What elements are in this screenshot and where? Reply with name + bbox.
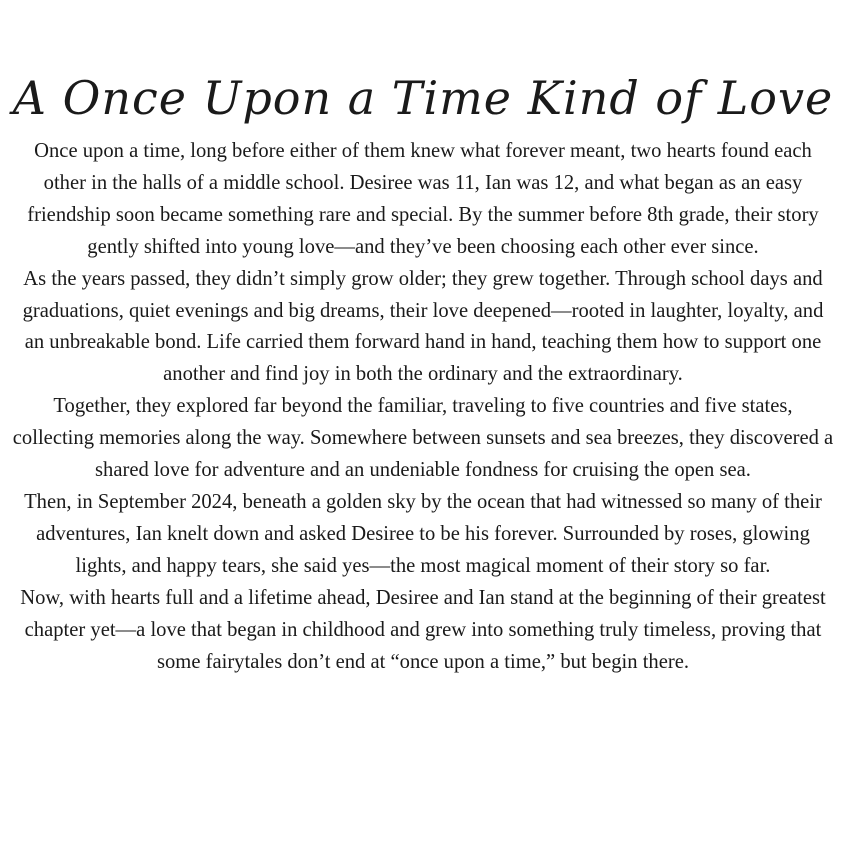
story-paragraph-5: Now, with hearts full and a lifetime ahead, Desiree and Ian stand at the beginning of their greatest chapter yet—a love that began in childhood and grew into something truly timeless, proving that some fairytales don’t end at “once upon a time,” but begin there.	[20, 586, 826, 673]
story-paragraph-4: Then, in September 2024, beneath a golden sky by the ocean that had witnessed so many of their adventures, Ian knelt down and asked Desiree to be his forever. Surrounded by roses, glowing lights, and happy tears, she said yes—the most magical moment of their story so far.	[24, 490, 822, 577]
story-paragraph-3: Together, they explored far beyond the familiar, traveling to five countries and five states, collecting memories along the way. Somewhere between sunsets and sea breezes, they discovered a shared love for adventure and an undeniable fondness for cruising the open sea.	[12, 395, 834, 482]
story-text	[12, 136, 834, 678]
story-paragraph-1: Once upon a time, long before either of them knew what forever meant, two hearts found each other in the halls of a middle school. Desiree was 11, Ian was 12, and what began as an easy friendship soon became something rare and special. By the summer before 8th grade, their story gently shifted into young love—and they’ve been choosing each other ever since.	[27, 140, 819, 258]
page-title: A Once Upon a Time Kind of Love	[12, 70, 834, 125]
story-paragraph-2: As the years passed, they didn’t simply grow older; they grew together. Through school days and graduations, quiet evenings and big dreams, their love deepened—rooted in laughter, loyalty, and an unbreakable bond. Life carried them forward hand in hand, teaching them how to support one another and find joy in both the ordinary and the extraordinary.	[22, 267, 824, 386]
